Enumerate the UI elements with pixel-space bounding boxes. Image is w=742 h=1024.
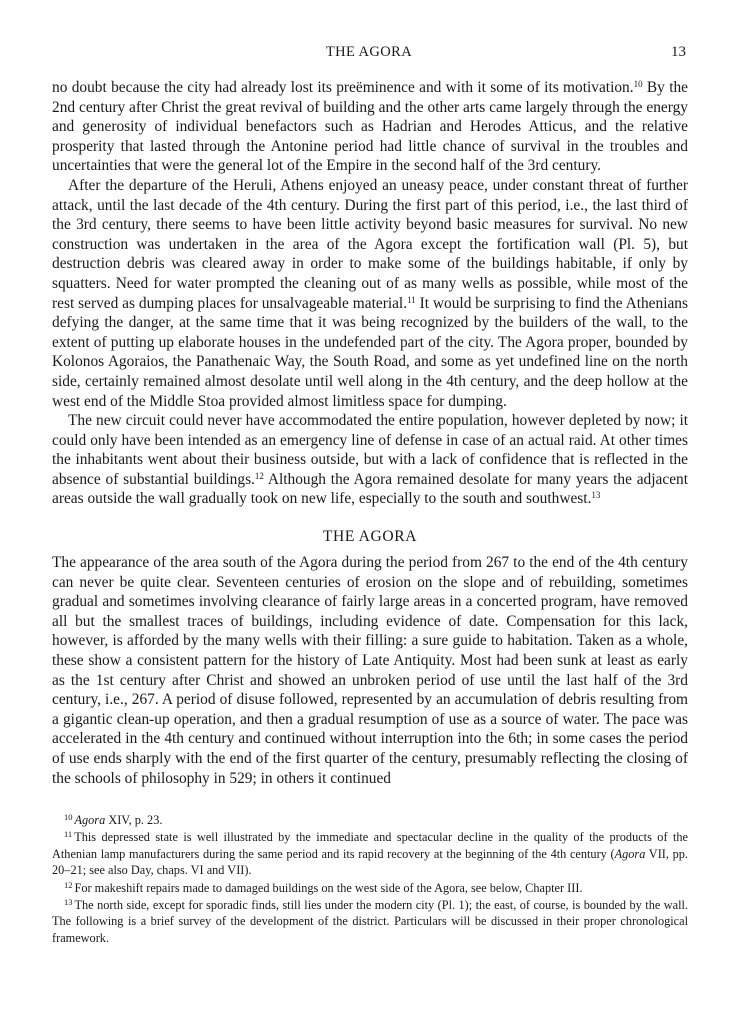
footnote-ref-13: 13 [591,490,601,501]
footnote-ref-10: 10 [633,79,643,89]
footnote-10: $^{10}$ Agora XIV, p. 23. [64,812,163,827]
footnote-11: $^{11}$ This depressed state is well illustrated by the immediate and spectacular decline in the quality of the products of the Athenian lamp manufacturers during the same period and its rapid recovery at the beginning of the 4th century (Agora VII, pp. 20–21; see also Day, chaps. VI and VII). [52,829,688,878]
section-heading: THE AGORA [322,528,418,546]
footnote-ref-11: 11 [407,294,416,305]
paragraph-2: After the departure of the Heruli, Athens enjoyed an uneasy peace, under constant threat of further attack, until the last decade of the 4th century. During the first part of this period, i.e., the last third of the 3rd century, there seems to have been little activity beyond basic measures for survival. No new construction was undertaken in the area of the Agora except the fortification wall (Pl. 5), but destruction debris was cleared away in order to make some of the buildings habitable, if only by squatters. Need for water prompted the cleaning out of as many wells as possible, while most of the rest served as dumping places for unsalvageable material.$^{11}$ It would be surprising to find the Athenians defying the danger, at the same time that it was being recognized by the builders of the wall, to the extent of putting up elaborate houses in the undefended part of the city. The Agora proper, bounded by Kolonos Agoraios, the Panathenaic Way, the South Road, and some as yet undefined line on the north side, certainly remained almost desolate until well along in the 4th century, and the deep hollow at the west end of the Middle Stoa provided almost limitless space for dumping. [52,176,688,410]
paragraph-3: The new circuit could never have accommodated the entire population, however depleted by now; it could only have been intended as an emergency line of defense in case of an actual raid. At other times the inhabitants went about their business outside, but with a lack of confidence that is reflected in the absence of substantial buildings.$^{12}$ Although the Agora remained desolate for many years the adjacent areas outside the wall gradually took on new life, especially to the south and southwest.$^{13}$ [52,412,688,508]
paragraph-1: no doubt because the city had already lost its preëminence and with it some of its motivation.$^{10}$ By the 2nd century after Christ the great revival of building and the other arts came largely through the energy and generosity of individual benefactors such as Hadrian and Herodes Atticus, and the relative prosperity that lasted through the Antonine period had little chance of survival in the troubles and uncertainties that were the general lot of the Empire in the second half of the 3rd century. [52,79,688,175]
footnote-13: $^{13}$ The north side, except for sporadic finds, still lies under the modern city (Pl. 1); the east, of course, is bounded by the wall. The following is a brief survey of the development of the district. Particulars will be discussed in their proper chronological framework. [52,897,688,945]
running-title: THE AGORA [325,44,413,60]
page-header [52,44,686,66]
page-number: 13 [671,44,686,60]
main-text [52,78,688,788]
footnotes [52,812,688,946]
paragraph-4: The appearance of the area south of the Agora during the period from 267 to the end of the 4th century can never be quite clear. Seventeen centuries of erosion on the slope and of rebuilding, sometimes gradual and sometimes involving clearance of fairly large areas in a concerted program, have removed all but the smallest traces of buildings, including evidence of date. Compensation for this lack, however, is afforded by the many wells with their filling: a sure guide to habitation. Taken as a whole, these show a consistent pattern for the history of Late Antiquity. Most had been sunk at least as early as the 1st century after Christ and showed an unbroken period of use until the last half of the 3rd century, i.e., 267. A period of disuse followed, represented by an accumulation of debris resulting from a gigantic clean-up operation, and then a gradual resumption of use as a source of water. The pace was accelerated in the 4th century and continued without interruption into the 6th; in some cases the period of use ends sharply with the end of the first quarter of the century, presumably reflecting the closing of the schools of philosophy in 529; in others it continued [52,554,688,787]
footnote-12: $^{12}$ For makeshift repairs made to damaged buildings on the west side of the Agora, see below, Chapter III. [64,879,583,895]
footnote-ref-12: 12 [254,470,264,481]
